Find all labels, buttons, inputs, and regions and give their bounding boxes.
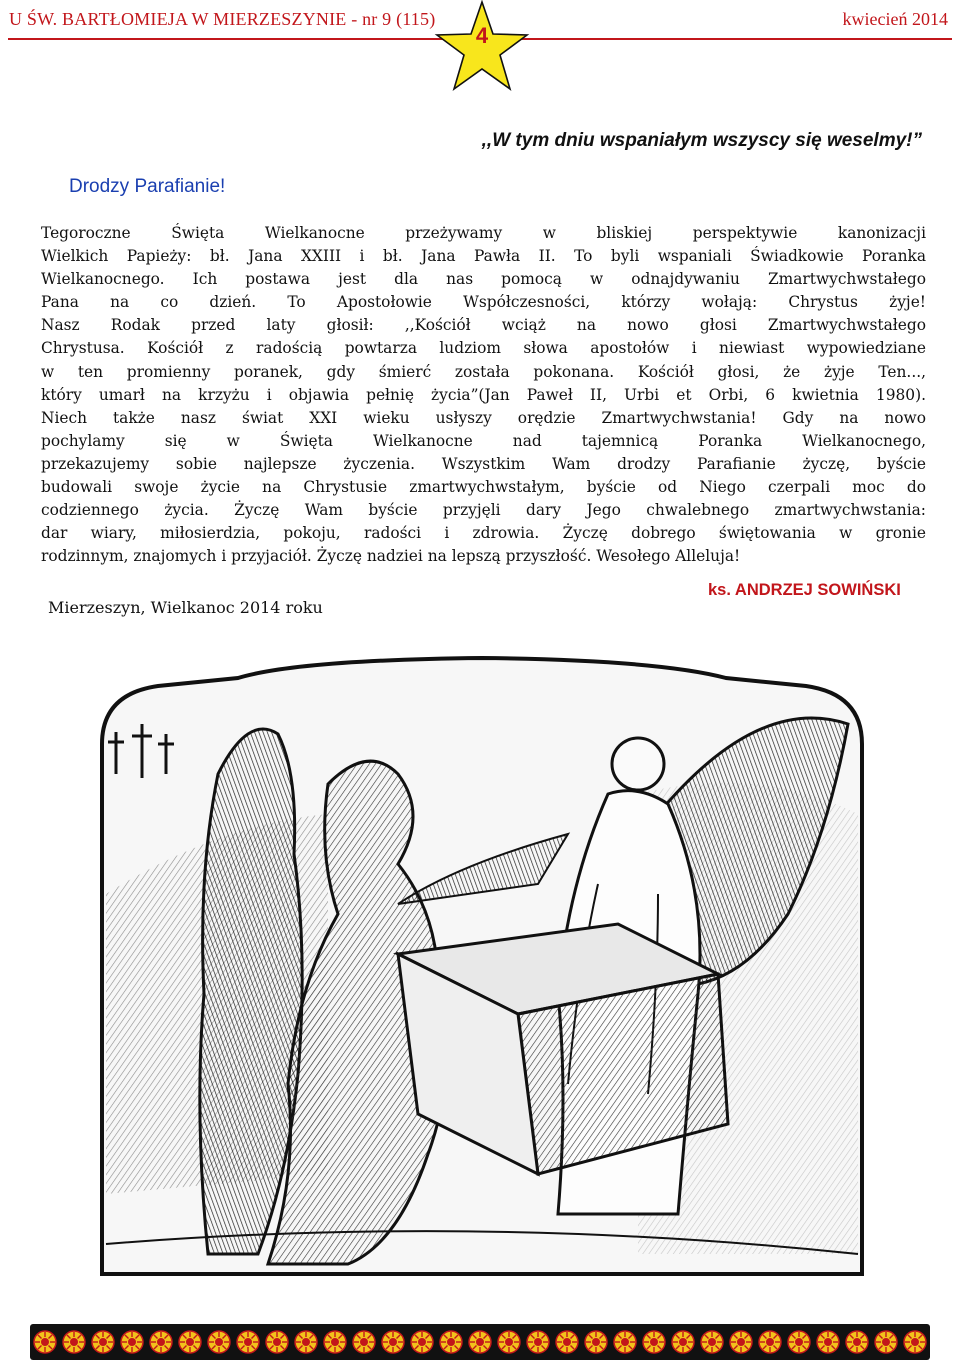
page-header — [0, 0, 960, 48]
sun-medallion-icon — [323, 1330, 347, 1354]
body-line: dar wiary, miłosierdzia, pokoju, radości i zdrowia. Życzę dobrego świętowania w gronie — [41, 524, 926, 543]
sun-medallion-icon — [584, 1330, 608, 1354]
body-line: rodzinnym, znajomych i przyjaciół. Życzę nadziei na lepszą przyszłość. Wesołego Alleluja! — [41, 547, 741, 566]
body-line: Tegoroczne Święta Wielkanocne przeżywamy w bliskiej perspektywie kanonizacji — [41, 224, 926, 242]
body-line: który umarł na krzyżu i objawia pełnię życia”(Jan Paweł II, Urbi et Orbi, 6 kwietnia 1980). — [41, 385, 926, 404]
sun-medallion-icon — [236, 1330, 260, 1354]
sun-medallion-icon — [149, 1330, 173, 1354]
body-line: Pana na co dzień. To Apostołowie Współczesności, którzy wołają: Chrystus żyje! — [41, 293, 926, 312]
body-line: budowali swoje życie na Chrystusie zmartwychwstałym, byście od Niego czerpali moc do — [41, 478, 926, 497]
sun-medallion-icon — [758, 1330, 782, 1354]
sun-medallion-icon — [120, 1330, 144, 1354]
sun-medallion-icon — [497, 1330, 521, 1354]
motto: ,,W tym dniu wspaniałym wszyscy się weselmy!” — [481, 130, 922, 151]
body-line: Wielkich Papieży: bł. Jana XXIII i bł. Jana Pawła II. To byli wspaniali Świadkowie Poranka — [41, 247, 926, 266]
sun-medallion-icon — [555, 1330, 579, 1354]
body-line: Wielkanocnego. Ich postawa jest dla nas pomocą w odnajdywaniu Zmartwychwstałego — [41, 270, 926, 289]
issue-date: kwiecień 2014 — [842, 9, 948, 29]
sun-medallion-icon — [62, 1330, 86, 1354]
sun-medallion-icon — [642, 1330, 666, 1354]
sun-medallion-icon — [613, 1330, 637, 1354]
body-line: przekazujemy sobie najlepsze życzenia. Wszystkim Wam drodzy Parafianie życzę, byście — [41, 454, 926, 473]
sun-medallion-icon — [874, 1330, 898, 1354]
page-number-star-icon — [434, 0, 530, 92]
sun-medallion-icon — [729, 1330, 753, 1354]
sun-medallion-icon — [91, 1330, 115, 1354]
sun-medallion-icon — [410, 1330, 434, 1354]
sun-medallion-icon — [33, 1330, 57, 1354]
body-line: codziennego życia. Życzę Wam byście przyjęli dary Jego chwalebnego zmartwychwstania: — [41, 501, 926, 520]
sun-medallion-icon — [671, 1330, 695, 1354]
body-line: Chrystusa. Kościół z radością powtarza ludziom słowa apostołów i niewiast wypowiedziane — [41, 339, 926, 358]
sun-medallion-icon — [468, 1330, 492, 1354]
sun-medallion-icon — [787, 1330, 811, 1354]
sun-medallion-icon — [352, 1330, 376, 1354]
sun-medallion-icon — [700, 1330, 724, 1354]
greeting: Drodzy Parafianie! — [69, 176, 226, 197]
sun-medallion-icon — [381, 1330, 405, 1354]
place-date: Mierzeszyn, Wielkanoc 2014 roku — [48, 598, 323, 617]
body-line: Niech także nasz świat XXI wieku usłyszy orędzie Zmartwychwstania! Gdy na nowo — [41, 408, 926, 427]
sun-medallion-icon — [178, 1330, 202, 1354]
sun-medallion-icon — [816, 1330, 840, 1354]
body-line: Nasz Rodak przed laty głosił: ,,Kościół wciąż na nowo głosi Zmartwychwstałego — [41, 316, 926, 335]
resurrection-engraving-icon — [98, 654, 866, 1278]
decorative-border — [30, 1324, 930, 1360]
sun-medallion-icon — [207, 1330, 231, 1354]
sun-medallion-icon — [265, 1330, 289, 1354]
newsletter-title: U ŚW. BARTŁOMIEJA W MIERZESZYNIE - nr 9 (115) — [9, 9, 436, 29]
sun-medallion-icon — [439, 1330, 463, 1354]
sun-medallion-icon — [526, 1330, 550, 1354]
letter-body — [41, 222, 926, 568]
sun-medallion-icon — [845, 1330, 869, 1354]
body-line: pochylamy się w Święta Wielkanocne nad tajemnicą Poranka Wielkanocnego, — [41, 431, 926, 450]
signature: ks. ANDRZEJ SOWIŃSKI — [708, 581, 901, 599]
sun-medallion-icon — [294, 1330, 318, 1354]
sun-medallion-icon — [903, 1330, 927, 1354]
page-number: 4 — [475, 23, 489, 48]
body-line: w ten promienny poranek, gdy śmierć została pokonana. Kościół głosi, że żyje Ten..., — [41, 362, 926, 381]
